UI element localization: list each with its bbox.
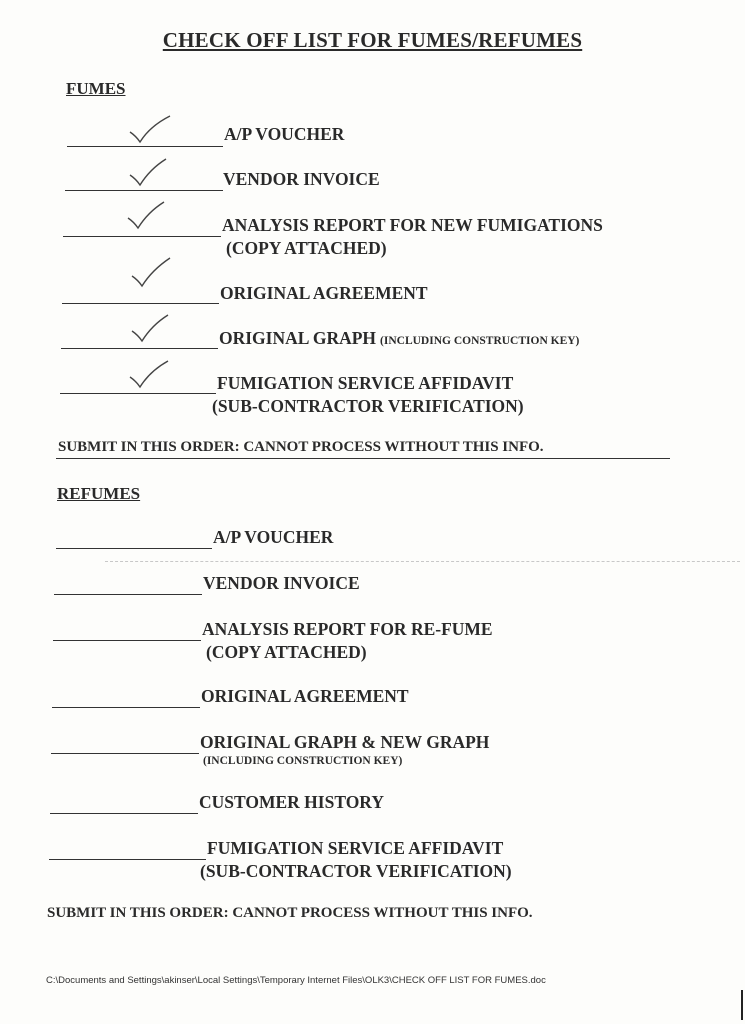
refumes-blank-7[interactable]	[49, 859, 206, 860]
scan-edge-mark	[741, 990, 743, 1020]
fumes-blank-5[interactable]	[61, 348, 218, 349]
fumes-blank-4[interactable]	[62, 303, 219, 304]
refumes-item-label: FUMIGATION SERVICE AFFIDAVIT	[207, 838, 504, 858]
fumes-heading: FUMES	[66, 79, 126, 98]
page-title: CHECK OFF LIST FOR FUMES/REFUMES	[162, 28, 583, 52]
refumes-item-note: (INCLUDING CONSTRUCTION KEY)	[203, 755, 403, 767]
fumes-blank-3[interactable]	[63, 236, 221, 237]
fumes-item-label: ORIGINAL GRAPH	[219, 328, 377, 348]
fumes-item-note: (INCLUDING CONSTRUCTION KEY)	[380, 335, 580, 347]
refumes-blank-2[interactable]	[54, 594, 202, 595]
refumes-item-sub: (COPY ATTACHED)	[206, 642, 367, 662]
refumes-item-label: A/P VOUCHER	[213, 527, 334, 547]
scan-artifact-line	[105, 561, 740, 562]
refumes-blank-4[interactable]	[52, 707, 200, 708]
footer-file-path: C:\Documents and Settings\akinser\Local Settings\Temporary Internet Files\OLK3\CHECK OFF LIST FOR FUMES.doc	[46, 975, 546, 986]
check-mark-icon	[130, 256, 172, 290]
refumes-item-label: CUSTOMER HISTORY	[199, 792, 384, 812]
refumes-blank-3[interactable]	[53, 640, 201, 641]
refumes-item-label: ORIGINAL AGREEMENT	[201, 686, 409, 706]
check-mark-icon	[128, 114, 172, 146]
fumes-item-label: VENDOR INVOICE	[223, 169, 380, 189]
refumes-blank-1[interactable]	[56, 548, 212, 549]
fumes-blank-2[interactable]	[65, 190, 223, 191]
check-mark-icon	[126, 200, 166, 232]
fumes-item-label: ORIGINAL AGREEMENT	[220, 283, 428, 303]
fumes-submit-note: SUBMIT IN THIS ORDER: CANNOT PROCESS WITHOUT THIS INFO.	[58, 439, 544, 455]
fumes-item-sub: (SUB-CONTRACTOR VERIFICATION)	[212, 396, 524, 416]
refumes-blank-5[interactable]	[51, 753, 199, 754]
fumes-item-label: FUMIGATION SERVICE AFFIDAVIT	[217, 373, 514, 393]
refumes-submit-note: SUBMIT IN THIS ORDER: CANNOT PROCESS WITHOUT THIS INFO.	[47, 905, 533, 921]
refumes-item-sub: (SUB-CONTRACTOR VERIFICATION)	[200, 861, 512, 881]
check-mark-icon	[130, 313, 170, 345]
check-mark-icon	[128, 359, 170, 391]
refumes-item-label: VENDOR INVOICE	[203, 573, 360, 593]
fumes-item-label: ANALYSIS REPORT FOR NEW FUMIGATIONS	[222, 215, 603, 235]
fumes-blank-1[interactable]	[67, 146, 223, 147]
refumes-item-label: ANALYSIS REPORT FOR RE-FUME	[202, 619, 493, 639]
refumes-heading: REFUMES	[57, 484, 141, 503]
fumes-blank-6[interactable]	[60, 393, 216, 394]
check-mark-icon	[128, 157, 168, 189]
refumes-blank-6[interactable]	[50, 813, 198, 814]
fumes-item-label: A/P VOUCHER	[224, 124, 345, 144]
fumes-item-5-row	[219, 328, 579, 349]
refumes-item-label: ORIGINAL GRAPH & NEW GRAPH	[200, 732, 490, 752]
fumes-item-sub: (COPY ATTACHED)	[226, 238, 387, 258]
section-divider	[56, 458, 670, 459]
